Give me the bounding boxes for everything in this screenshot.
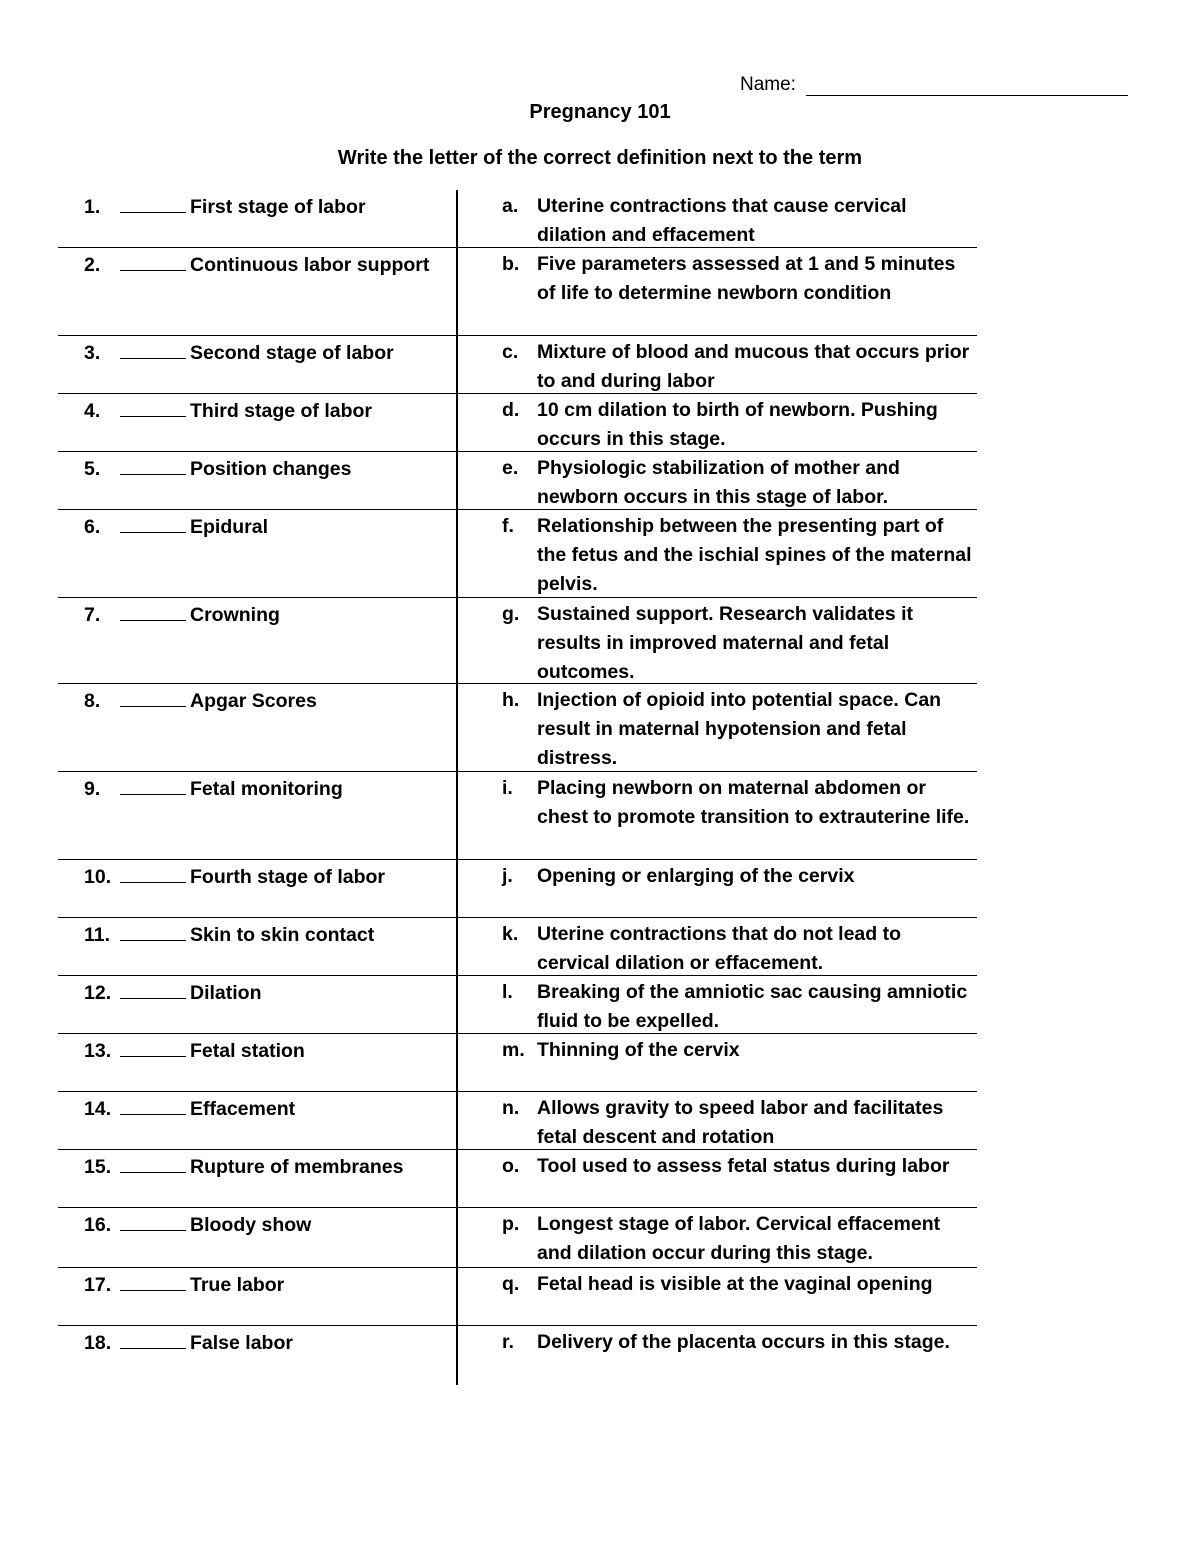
term-cell: [84, 192, 464, 222]
table-row: [58, 918, 977, 976]
table-row: [58, 510, 977, 598]
definition-text: Thinning of the cervix: [537, 1039, 740, 1061]
term-cell: [84, 338, 464, 368]
term-label: Fetal monitoring: [190, 778, 343, 800]
term-cell: [84, 774, 464, 804]
answer-blank[interactable]: [120, 1210, 186, 1231]
term-label: Skin to skin contact: [190, 924, 375, 946]
answer-blank[interactable]: [120, 250, 186, 271]
definition-text: Injection of opioid into potential space. Can result in maternal hypotension and fetal distress.: [537, 689, 942, 769]
term-number: 9.: [84, 778, 101, 800]
answer-blank[interactable]: [120, 338, 186, 359]
term-number: 14.: [84, 1098, 112, 1120]
definition-letter: c.: [502, 341, 519, 363]
term-label: Fourth stage of labor: [190, 866, 385, 888]
term-number: 2.: [84, 254, 101, 276]
definition-letter: l.: [502, 981, 513, 1003]
term-label: Apgar Scores: [190, 690, 317, 712]
term-label: Bloody show: [190, 1214, 312, 1236]
term-cell: [84, 1210, 464, 1240]
term-number: 13.: [84, 1040, 112, 1062]
definition-text: Mixture of blood and mucous that occurs prior to and during labor: [537, 341, 970, 392]
term-label: Rupture of membranes: [190, 1156, 404, 1178]
term-cell: [84, 1094, 464, 1124]
term-number: 1.: [84, 196, 101, 218]
answer-blank[interactable]: [120, 920, 186, 941]
table-row: [58, 394, 977, 452]
name-field: [740, 74, 1128, 96]
definition-text: Uterine contractions that cause cervical dilation and effacement: [537, 195, 907, 246]
term-cell: [84, 920, 464, 950]
term-number: 4.: [84, 400, 101, 422]
term-label: Effacement: [190, 1098, 296, 1120]
definition-text: Delivery of the placenta occurs in this stage.: [537, 1331, 950, 1353]
answer-blank[interactable]: [120, 774, 186, 795]
answer-blank[interactable]: [120, 396, 186, 417]
definition-letter: p.: [502, 1213, 520, 1235]
definition-text: Uterine contractions that do not lead to cervical dilation or effacement.: [537, 923, 902, 974]
term-number: 6.: [84, 516, 101, 538]
table-row: [58, 248, 977, 336]
term-label: First stage of labor: [190, 196, 366, 218]
table-row: [58, 860, 977, 918]
page-title: Pregnancy 101: [529, 101, 671, 123]
table-row: [58, 1150, 977, 1208]
term-label: True labor: [190, 1274, 285, 1296]
term-label: Third stage of labor: [190, 400, 373, 422]
definition-letter: m.: [502, 1039, 525, 1061]
definition-letter: i.: [502, 777, 513, 799]
table-row: [58, 336, 977, 394]
table-row: [58, 976, 977, 1034]
definition-letter: d.: [502, 399, 520, 421]
term-cell: [84, 1036, 464, 1066]
name-blank-line[interactable]: [806, 75, 1128, 96]
answer-blank[interactable]: [120, 1270, 186, 1291]
table-row: [58, 1208, 977, 1268]
table-row: [58, 1326, 977, 1386]
definition-text: 10 cm dilation to birth of newborn. Pushing occurs in this stage.: [537, 399, 938, 450]
definition-text: Placing newborn on maternal abdomen or chest to promote transition to extrauterine life.: [537, 777, 970, 828]
definition-text: Fetal head is visible at the vaginal opening: [537, 1273, 933, 1295]
term-cell: [84, 1270, 464, 1300]
table-row: [58, 190, 977, 248]
table-row: [58, 452, 977, 510]
definition-letter: a.: [502, 195, 519, 217]
definition-letter: q.: [502, 1273, 520, 1295]
table-row: [58, 1092, 977, 1150]
term-number: 10.: [84, 866, 112, 888]
definition-text: Tool used to assess fetal status during labor: [537, 1155, 950, 1177]
term-label: Dilation: [190, 982, 262, 1004]
definition-letter: o.: [502, 1155, 520, 1177]
term-label: Crowning: [190, 604, 280, 626]
answer-blank[interactable]: [120, 1094, 186, 1115]
name-label: Name:: [740, 74, 796, 95]
term-number: 3.: [84, 342, 101, 364]
definition-letter: j.: [502, 865, 513, 887]
term-cell: [84, 600, 464, 630]
definition-letter: k.: [502, 923, 519, 945]
answer-blank[interactable]: [120, 600, 186, 621]
table-row: [58, 772, 977, 860]
term-cell: [84, 978, 464, 1008]
answer-blank[interactable]: [120, 686, 186, 707]
term-number: 18.: [84, 1332, 112, 1354]
answer-blank[interactable]: [120, 192, 186, 213]
term-cell: [84, 512, 464, 542]
table-row: [58, 684, 977, 772]
definition-text: Five parameters assessed at 1 and 5 minutes of life to determine newborn condition: [537, 253, 956, 304]
term-cell: [84, 1328, 464, 1358]
definition-text: Physiologic stabilization of mother and newborn occurs in this stage of labor.: [537, 457, 900, 508]
term-number: 15.: [84, 1156, 112, 1178]
answer-blank[interactable]: [120, 862, 186, 883]
term-number: 12.: [84, 982, 112, 1004]
answer-blank[interactable]: [120, 1152, 186, 1173]
term-cell: [84, 1152, 464, 1182]
definition-text: Opening or enlarging of the cervix: [537, 865, 855, 887]
definition-letter: n.: [502, 1097, 520, 1119]
term-label: Second stage of labor: [190, 342, 394, 364]
definition-letter: h.: [502, 689, 520, 711]
definition-text: Longest stage of labor. Cervical effacement and dilation occur during this stage.: [537, 1213, 941, 1264]
term-number: 17.: [84, 1274, 112, 1296]
table-row: [58, 1034, 977, 1092]
definition-letter: g.: [502, 603, 520, 625]
definition-letter: b.: [502, 253, 520, 275]
term-label: Epidural: [190, 516, 269, 538]
definition-letter: e.: [502, 457, 519, 479]
answer-blank[interactable]: [120, 454, 186, 475]
term-number: 7.: [84, 604, 101, 626]
term-number: 8.: [84, 690, 101, 712]
definition-text: Allows gravity to speed labor and facilitates fetal descent and rotation: [537, 1097, 944, 1148]
term-number: 11.: [84, 924, 111, 946]
term-label: False labor: [190, 1332, 293, 1354]
column-divider: [456, 190, 458, 1385]
answer-blank[interactable]: [120, 1036, 186, 1057]
term-label: Position changes: [190, 458, 352, 480]
instructions: Write the letter of the correct definition next to the term: [337, 147, 863, 169]
definition-text: Relationship between the presenting part of the fetus and the ischial spines of the maternal pelvis.: [537, 515, 972, 595]
answer-blank[interactable]: [120, 978, 186, 999]
definition-letter: f.: [502, 515, 514, 537]
answer-blank[interactable]: [120, 1328, 186, 1349]
term-cell: [84, 686, 464, 716]
term-number: 5.: [84, 458, 101, 480]
definition-text: Breaking of the amniotic sac causing amniotic fluid to be expelled.: [537, 981, 968, 1032]
term-cell: [84, 396, 464, 426]
term-label: Fetal station: [190, 1040, 305, 1062]
term-number: 16.: [84, 1214, 112, 1236]
table-row: [58, 598, 977, 684]
term-cell: [84, 250, 464, 280]
term-cell: [84, 862, 464, 892]
definition-letter: r.: [502, 1331, 514, 1353]
term-cell: [84, 454, 464, 484]
definition-text: Sustained support. Research validates it results in improved maternal and fetal outcomes.: [537, 603, 914, 683]
answer-blank[interactable]: [120, 512, 186, 533]
term-label: Continuous labor support: [190, 254, 430, 276]
table-row: [58, 1268, 977, 1326]
